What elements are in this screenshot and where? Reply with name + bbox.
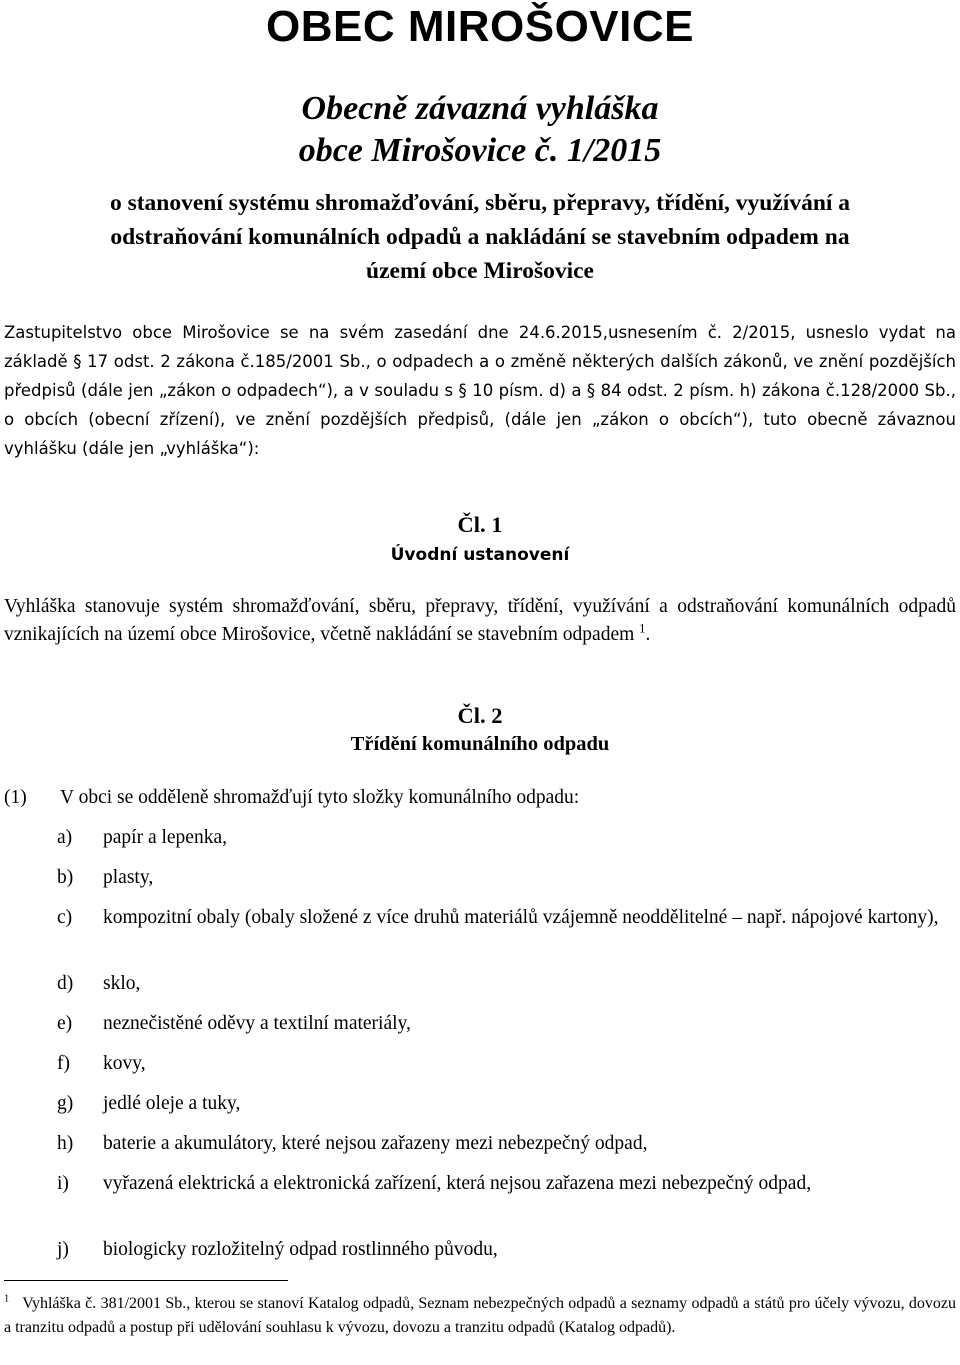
footnote-number: 1: [4, 1293, 10, 1305]
list-item-text: kovy,: [103, 1053, 146, 1074]
list-item-text: kompozitní obaly (obaly složené z více druhů materiálů vzájemně neoddělitelné – např. nápojové kartony),: [103, 907, 939, 928]
decree-subject: [0, 186, 960, 288]
footnote: [4, 1292, 956, 1340]
list-item-text: sklo,: [103, 973, 141, 994]
footnote-text: Vyhláška č. 381/2001 Sb., kterou se stanoví Katalog odpadů, Seznam nebezpečných odpadů a seznamy odpadů a států pro účely vývozu, dovozu a tranzitu odpadů a postup při udělování souhlasu k vývozu, dovozu a tranzitu odpadů (Katalog odpadů).: [4, 1295, 957, 1336]
decree-subject-line-2: odstraňování komunálních odpadů a nakládání se stavebním odpadem na: [110, 224, 850, 250]
article-1-end: .: [645, 624, 651, 645]
article-2-number: Čl. 2: [457, 703, 503, 728]
list-item-text: biologicky rozložitelný odpad rostlinného původu,: [103, 1239, 498, 1260]
decree-subject-line-3: území obce Mirošovice: [366, 258, 594, 284]
paragraph-1-text: V obci se odděleně shromažďují tyto složky komunálního odpadu:: [60, 787, 580, 808]
article-2-title: Třídění komunálního odpadu: [350, 733, 610, 755]
list-item-text: papír a lepenka,: [103, 827, 227, 848]
list-item-letter: b): [57, 867, 74, 888]
list-item-letter: h): [57, 1133, 74, 1154]
list-item-letter: c): [57, 907, 73, 928]
list-item-text: neznečistěné oděvy a textilní materiály,: [103, 1013, 411, 1034]
list-item-letter: d): [57, 973, 74, 994]
footnote-separator: [4, 1280, 288, 1281]
preamble: Zastupitelstvo obce Mirošovice se na svém zasedání dne 24.6.2015,usnesením č. 2/2015, usneslo vydat na základě § 17 odst. 2 zákona č.185/2001 Sb., o odpadech a o změně některých dalších zákonů, ve znění pozdějších předpisů (dále jen „zákon o odpadech“), a v souladu s § 10 písm. d) a § 84 odst. 2 písm. h) zákona č.128/2000 Sb., o obcích (obecní zřízení), ve znění pozdějších předpisů, (dále jen „zákon o obcích“), tuto obecně závaznou vyhlášku (dále jen „vyhláška“):: [4, 323, 956, 458]
article-1-text: [4, 593, 956, 649]
list-item-text: vyřazená elektrická a elektronická zařízení, která nejsou zařazena mezi nebezpečný odpad,: [103, 1173, 812, 1194]
article-1-number: Čl. 1: [457, 512, 503, 537]
list-item-text: jedlé oleje a tuky,: [103, 1093, 241, 1114]
list-item-text: plasty,: [103, 867, 154, 888]
list-item-letter: f): [57, 1053, 70, 1074]
list-item-text: baterie a akumulátory, které nejsou zařazeny mezi nebezpečný odpad,: [103, 1133, 648, 1154]
paragraph-1-number: (1): [4, 787, 27, 808]
decree-subject-line-1: o stanovení systému shromažďování, sběru, přepravy, třídění, využívání a: [109, 190, 851, 216]
list-item-letter: i): [57, 1173, 69, 1194]
municipality-heading: OBEC MIROŠOVICE: [266, 2, 694, 51]
decree-title: [0, 88, 960, 172]
list-item-letter: a): [57, 827, 73, 848]
footnote-reference[interactable]: 1: [639, 621, 646, 636]
article-1-title: Úvodní ustanovení: [390, 545, 570, 565]
article-1-body: Vyhláška stanovuje systém shromažďování, sběru, přepravy, třídění, využívání a odstraňování komunálních odpadů vznikajících na území obce Mirošovice, včetně nakládání se stavebním odpadem: [4, 596, 956, 645]
list-item-letter: e): [57, 1013, 73, 1034]
list-item-letter: j): [57, 1239, 69, 1260]
decree-title-line-2: obce Mirošovice č. 1/2015: [298, 132, 662, 169]
list-item-letter: g): [57, 1093, 74, 1114]
decree-title-line-1: Obecně závazná vyhláška: [301, 90, 659, 127]
